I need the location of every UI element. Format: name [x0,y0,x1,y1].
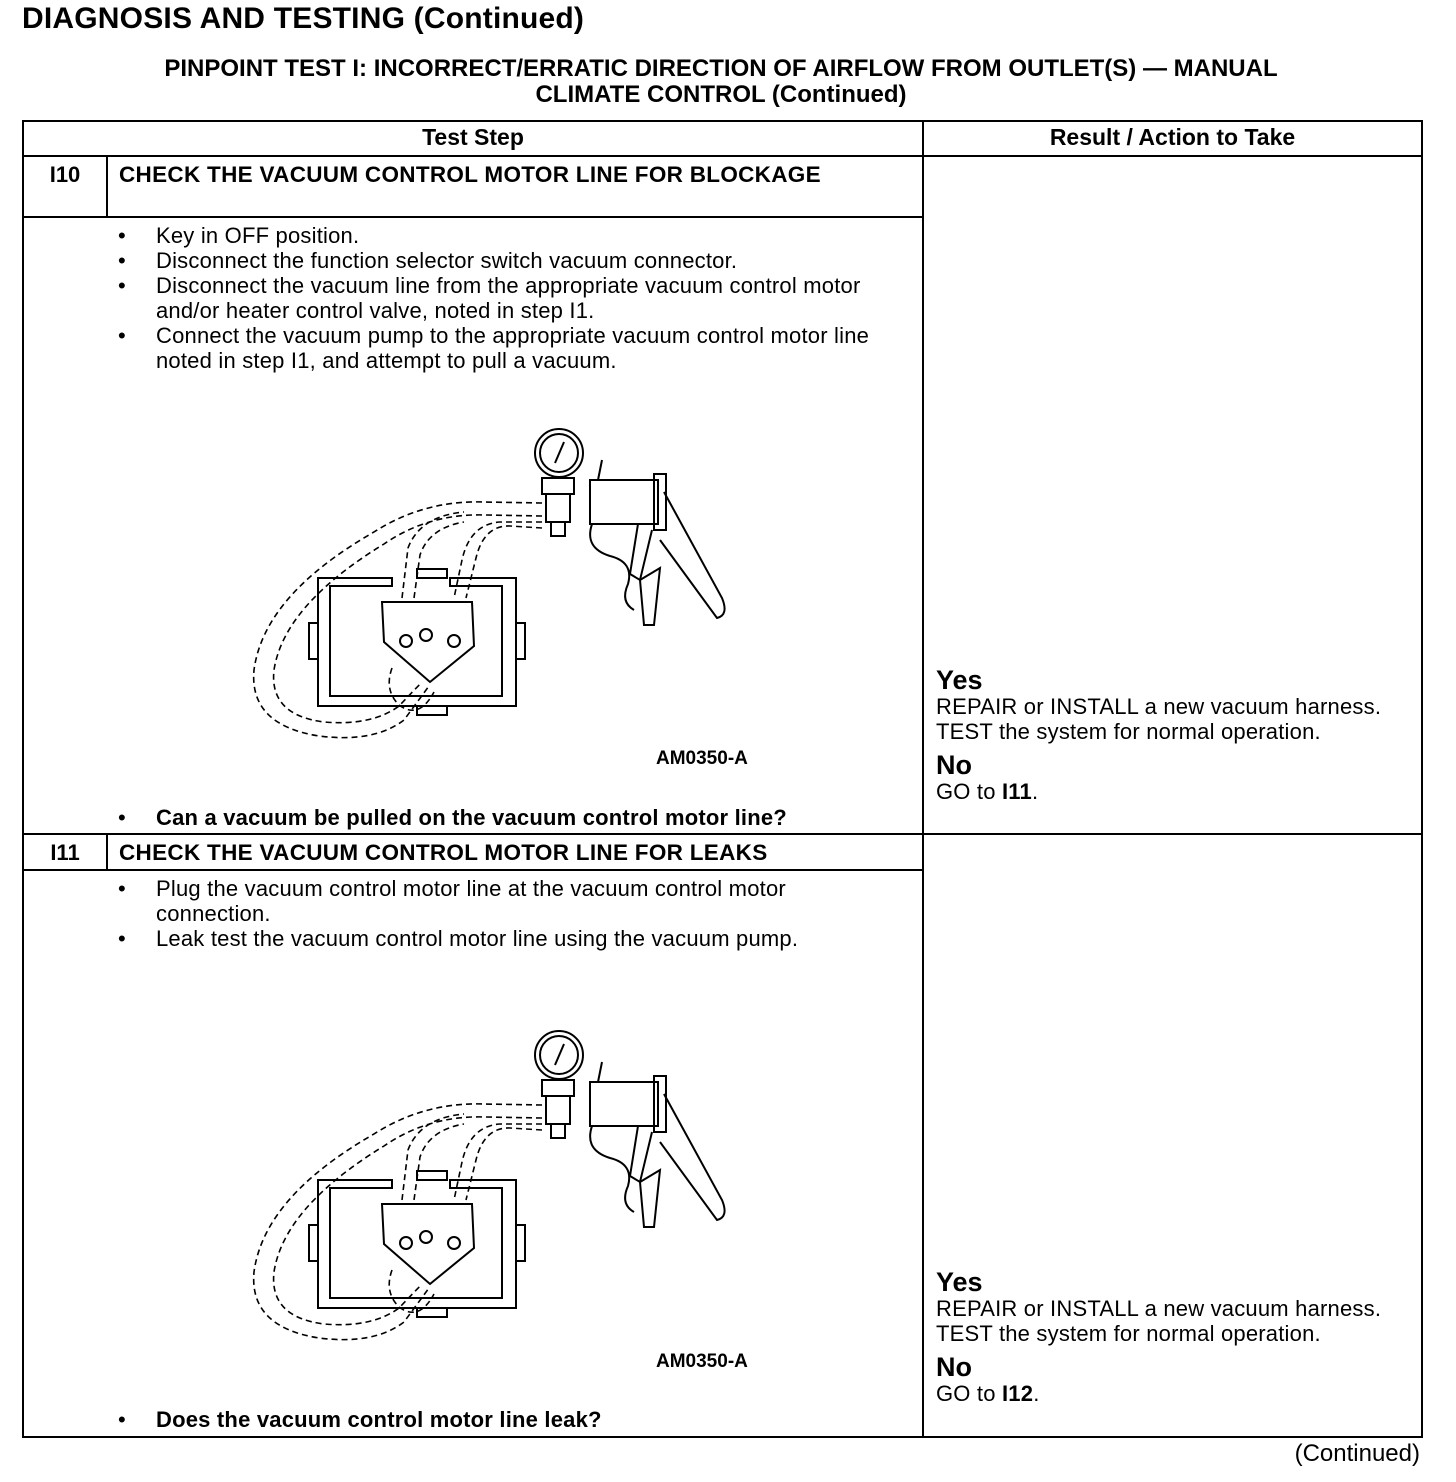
step-number-divider [106,157,108,217]
subtitle-line-2: CLIMATE CONTROL (Continued) [535,81,907,108]
step-number-i10: I10 [49,162,81,187]
result-no-label: No [936,1352,972,1382]
no-prefix: GO to [936,1381,1002,1406]
result-i10 [936,667,1416,804]
step-bullets-i10 [116,223,906,373]
step-question-i11: • Does the vacuum control motor line leak? [116,1407,956,1432]
pinpoint-test-table [22,120,1423,1438]
result-yes-action: REPAIR or INSTALL a new vacuum harness. TEST the system for normal operation. [936,694,1382,744]
step-number-divider [106,835,108,869]
no-target: I11 [1002,779,1032,804]
result-no-action [936,779,1416,804]
result-yes-action: REPAIR or INSTALL a new vacuum harness. TEST the system for normal operation. [936,1296,1382,1346]
continued-note: (Continued) [1294,1440,1420,1467]
no-suffix: . [1031,779,1039,804]
page-title: DIAGNOSIS AND TESTING (Continued) [22,2,585,35]
step-title-divider [24,869,922,871]
step-divider [24,833,1421,835]
list-item: • Plug the vacuum control motor line at the vacuum control motor connection. [116,876,906,926]
header-test-step: Test Step [422,124,524,150]
column-divider [922,122,924,1436]
result-i11 [936,1269,1416,1406]
result-no-action [936,1381,1416,1406]
no-suffix: . [1033,1381,1040,1406]
pinpoint-test-title [20,56,1422,108]
no-prefix: GO to [936,779,1002,804]
step-title-i10: CHECK THE VACUUM CONTROL MOTOR LINE FOR BLOCKAGE [119,162,821,187]
list-item: • Disconnect the vacuum line from the appropriate vacuum control motor and/or heater control valve, noted in step I1. [116,273,906,323]
list-item: • Leak test the vacuum control motor line using the vacuum pump. [116,926,906,951]
list-item: • Disconnect the function selector switch vacuum connector. [116,248,906,273]
list-item: • Key in OFF position. [116,223,906,248]
subtitle-line-1: PINPOINT TEST I: INCORRECT/ERRATIC DIRECTION OF AIRFLOW FROM OUTLET(S) — MANUAL [164,55,1278,82]
step-bullets-i11 [116,876,906,951]
result-yes-label: Yes [936,1267,983,1297]
figure-code: AM0350-A [656,1351,748,1372]
step-title-i11: CHECK THE VACUUM CONTROL MOTOR LINE FOR LEAKS [119,840,768,865]
no-target: I12 [1002,1381,1034,1406]
header-divider [24,155,1421,157]
header-result-action: Result / Action to Take [1049,124,1296,150]
step-number-i11: I11 [50,840,80,865]
figure-code: AM0350-A [656,748,748,769]
result-no-label: No [936,750,972,780]
list-item: • Connect the vacuum pump to the appropriate vacuum control motor line noted in step I1, and attempt to pull a vacuum. [116,323,906,373]
result-yes-label: Yes [936,665,983,695]
step-title-divider [24,216,922,218]
step-question-i10: • Can a vacuum be pulled on the vacuum control motor line? [116,805,956,830]
